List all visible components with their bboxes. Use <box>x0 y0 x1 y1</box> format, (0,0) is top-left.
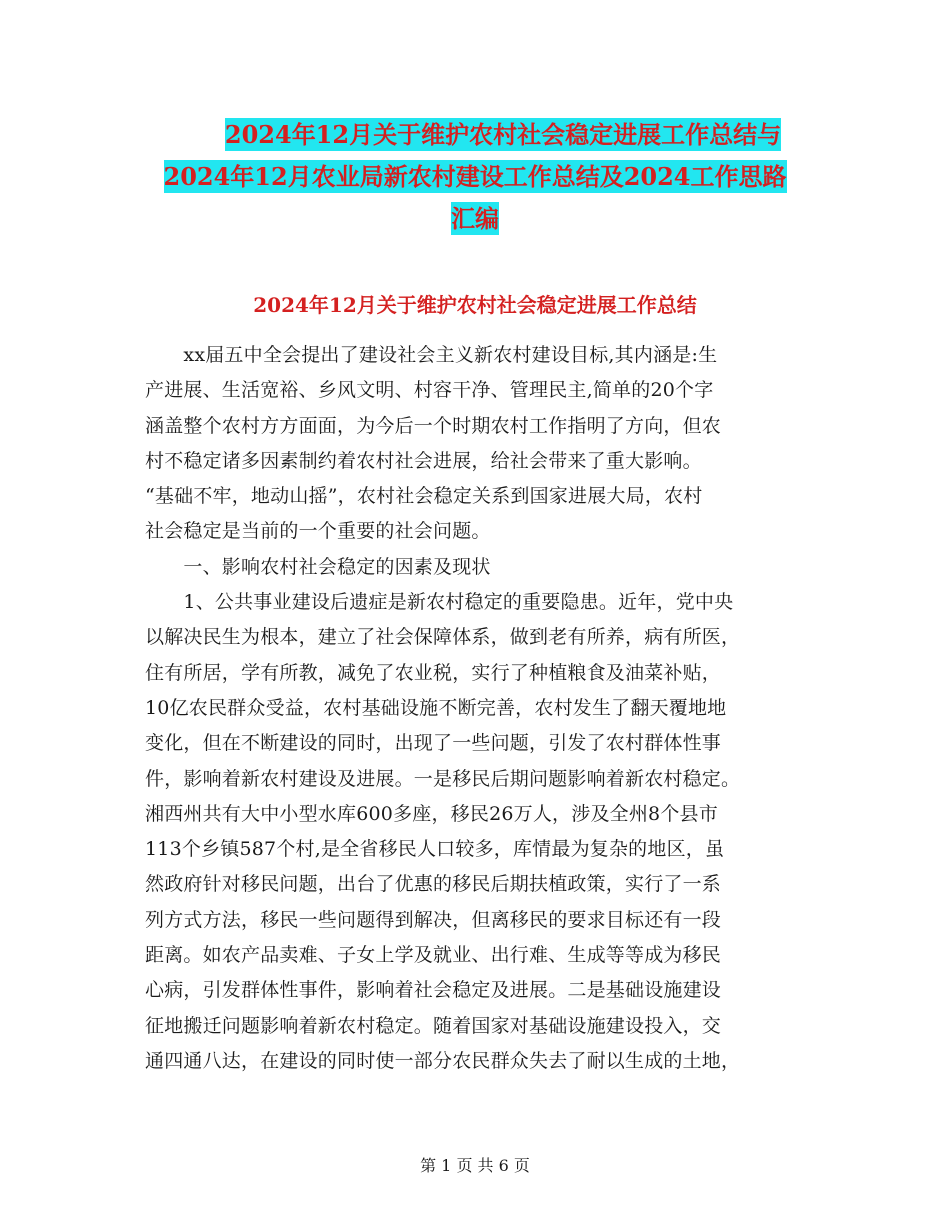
body-line: xx届五中全会提出了建设社会主义新农村建设目标,其内涵是:生 <box>145 344 718 366</box>
body-line: 心病，引发群体性事件，影响着社会稳定及进展。二是基础设施建设 <box>145 979 722 1002</box>
page-footer: 第 1 页 共 6 页 <box>420 1156 530 1175</box>
body-line: 件，影响着新农村建设及进展。一是移民后期问题影响着新农村稳定。 <box>145 767 741 790</box>
body-line: 住有所居，学有所教，减免了农业税，实行了种植粮食及油菜补贴， <box>145 661 722 684</box>
body-line: 1、公共事业建设后遗症是新农村稳定的重要隐患。近年，党中央 <box>145 591 734 614</box>
body-line: 然政府针对移民问题，出台了优惠的移民后期扶植政策，实行了一系 <box>145 873 722 896</box>
body-line: 村不稳定诸多因素制约着农村社会进展，给社会带来了重大影响。 <box>145 449 702 472</box>
body-line: 产进展、生活宽裕、乡风文明、村容干净、管理民主,简单的20个字 <box>145 379 714 402</box>
body-text <box>145 338 815 1079</box>
body-line: 一、影响农村社会稳定的因素及现状 <box>145 555 491 578</box>
body-line: 距离。如农产品卖难、子女上学及就业、出行难、生成等等成为移民 <box>145 944 722 967</box>
body-line: 征地搬迁问题影响着新农村稳定。随着国家对基础设施建设投入，交 <box>145 1014 722 1037</box>
body-line: 社会稳定是当前的一个重要的社会问题。 <box>145 520 491 543</box>
body-line: “基础不牢，地动山摇”，农村社会稳定关系到国家进展大局，农村 <box>145 485 703 508</box>
body-line: 涵盖整个农村方方面面，为今后一个时期农村工作指明了方向，但农 <box>145 414 722 437</box>
body-line: 变化，但在不断建设的同时，出现了一些问题，引发了农村群体性事 <box>145 732 722 755</box>
body-line: 10亿农民群众受益，农村基础设施不断完善，农村发生了翻天覆地地 <box>145 696 727 719</box>
title-line-1: 2024年12月关于维护农村社会稳定进展工作总结与 <box>224 120 782 149</box>
body-line: 以解决民生为根本，建立了社会保障体系，做到老有所养，病有所医， <box>145 626 741 649</box>
body-line: 湘西州共有大中小型水库600多座，移民26万人，涉及全州8个县市 <box>145 802 718 825</box>
section-heading: 2024年12月关于维护农村社会稳定进展工作总结 <box>253 293 697 317</box>
title-line-2: 2024年12月农业局新农村建设工作总结及2024工作思路 <box>163 162 787 191</box>
body-line: 通四通八达，在建设的同时使一部分农民群众失去了耐以生成的土地， <box>145 1049 741 1072</box>
body-line: 列方式方法，移民一些问题得到解决，但离移民的要求目标还有一段 <box>145 908 722 931</box>
document-title <box>0 114 950 240</box>
title-line-3: 汇编 <box>451 204 499 233</box>
body-line: 113个乡镇587个村,是全省移民人口较多，库情最为复杂的地区，虽 <box>145 838 725 861</box>
